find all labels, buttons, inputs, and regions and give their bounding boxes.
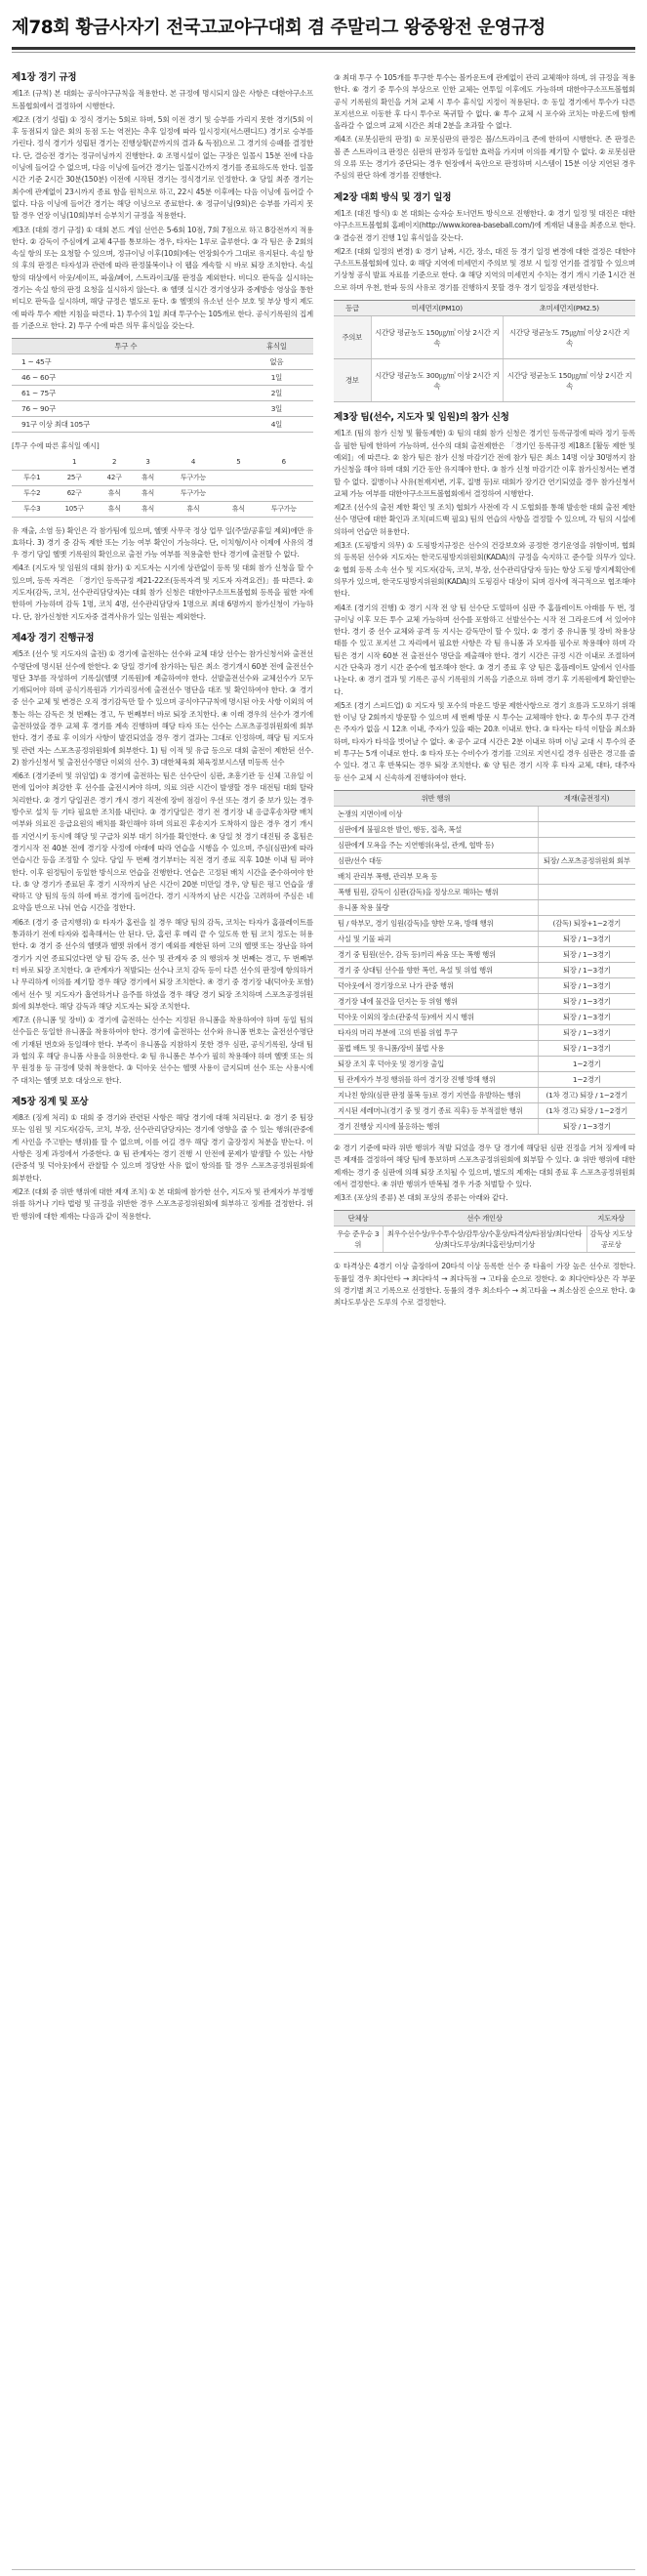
table-cell: 주의보 (334, 316, 371, 359)
table-cell: 덕아웃에서 경기장으로 나가 관중 행위 (334, 977, 538, 993)
table-cell: 지나친 항의(심판 판정 불복 등)로 경기 지연을 유발하는 행위 (334, 1087, 538, 1102)
table-cell (538, 837, 635, 852)
paragraph: 제1조 (대진 방식) ① 본 대회는 승자승 토너먼트 방식으로 진행한다. ② 경기 일정 및 대진은 대한야구소프트볼협회 홈페이지(http://www.korea-baseball.com/)에 게재된 내용을 최종으로 한다. ③ 결승전 경기 진행 1일 휴식일을 갖는다. (334, 208, 635, 242)
table-cell: (1차 경고) 퇴장 / 1~2경기 (538, 1102, 635, 1118)
table-header: 제재(출전정지) (538, 790, 635, 806)
table-row (334, 1071, 635, 1087)
paragraph: 제1조 (팀의 참가 신청 및 활동제한) ① 팀의 대회 참가 신청은 경기인 등록규정에 따라 정기 등록을 필한 팀에 한하여 가능하며, 선수의 대회 출전제한은 「경기인 등록규정 제18조 [활동 제한 및 예외]」에 따른다. ② 참가 팀은 참가 신청 마감기간 전에 참가 팀은 최소 14명 이상 30명까지 참가신청을 해야 하며 대회 기간 동안 유지해야 한다. ③ 참가 신청 마감기간 이후 참가신청서는 변경할 수 없다. 질병이나 사유(천재지변, 기후, 질병 등)로 대회가 장기간 연기되었을 경우 참가신청서 교체 가능 여부를 대한야구소프트볼협회에서 결정하여 시행한다. (334, 429, 635, 498)
table-row (334, 899, 635, 915)
table-cell: 배치 관리부 폭행, 관리부 모욕 등 (334, 868, 538, 884)
table-row (334, 1118, 635, 1134)
paragraph: 제4조 (로봇심판의 판정) ① 로봇심판의 판정은 볼/스트라이크 존에 한하여 시행한다. 존 판정은 볼 존 스트라이크 판정은 심판의 판정과 동일한 효력을 가지며 이의를 제기할 수 없다. ② 로봇심판의 오류 또는 경기가 중단되는 경우 현장에서 육안으로 판정하며 시스템이 15분 이상 지연된 경우 주심의 판단 하에 경기를 진행한다. (334, 135, 635, 181)
pitch-rest-table (12, 338, 313, 433)
table-row (12, 417, 313, 433)
fine-dust-table-wrap (334, 300, 635, 402)
paragraph: 제5조 (경기 스피드업) ① 지도자 및 포수의 마운드 방문 제한사항으로 경기 흐름과 도모하기 위해 한 이닝 당 2회까지 방문할 수 있으며 세 번째 방문 시 투수는 교체해야 한다. ② 투수의 투구 간격은 주자가 없을 시 12초 이내, 주자가 있을 때는 20초 이내로 한다. ③ 타자는 타석 이탈을 최소화하며, 타자가 타석을 벗어날 수 없다. ④ 공수 교대 시간은 2분 이내로 하며 이닝 교대 시 투수의 준비 투구는 5개 이내로 한다. ⑤ 타자 또는 수비수가 경기를 고의로 지연시킬 경우 심판은 경고를 줄 수 있다. 경고 후 반복되는 경우 퇴장 조치한다. ⑥ 양 팀은 경기 시작 후 타자 교체, 대타, 대주자 등 선수 교체 시 신속하게 진행하여야 한다. (334, 700, 635, 782)
table-cell: 퇴장 / 1~3경기 (538, 977, 635, 993)
table-cell: 25구 (52, 470, 96, 485)
table-row (12, 485, 313, 501)
table-row (334, 1024, 635, 1040)
table-row (334, 868, 635, 884)
table-cell: 투구가능 (164, 485, 222, 501)
table-cell: 경기 중 팀원(선수, 감독 등)끼리 싸움 또는 폭행 행위 (334, 946, 538, 962)
table-row (12, 501, 313, 517)
table-cell: 투구가능 (255, 501, 314, 517)
table-row (334, 1056, 635, 1071)
table-row (334, 852, 635, 868)
table-cell: 61 ~ 75구 (12, 386, 240, 401)
table-header: 2 (97, 455, 132, 471)
table-header-row (12, 455, 313, 471)
table-cell: 시간당 평균농도 75㎍/㎥ 이상 2시간 지속 (504, 316, 635, 359)
table-cell: 투수2 (12, 485, 52, 501)
table-cell (255, 485, 314, 501)
table-header: 지도자상 (586, 1211, 635, 1226)
table-header: 투구 수 (12, 339, 240, 354)
table-header: 단체상 (334, 1211, 383, 1226)
paragraph: 제8조 (징계 처리) ① 대회 중 경기와 관련된 사항은 해당 경기에 대해 처리된다. ② 경기 중 팀장 또는 임원 및 지도자(감독, 코치, 부장, 선수관리담당자)는 경기에 영향을 줄 수 있는 행위(관중에게 사인을 주고받는 행위)를 할 수 없으며, 이를 어길 경우 해당 경기 출장정지 처분을 받는다. 이 사항은 징계 과정에서 가중한다. ③ 팀 관계자는 경기 진행 시 안전에 문제가 발생할 수 있는 사항(관중석 및 덕아웃)에서 관찰할 수 있으며 정당한 사유 없이 항의를 할 경우 스포츠공정위원회에 회부한다. (12, 1113, 313, 1183)
table-row (334, 1102, 635, 1118)
table-cell: 퇴장 / 1~3경기 (538, 993, 635, 1009)
table-cell (538, 884, 635, 899)
title-rule (12, 47, 635, 50)
title-rule-thin (12, 52, 635, 53)
paragraph: ③ 최대 투구 수 105개를 투구한 투수는 볼카운트에 관계없이 관리 교체해야 하며, 위 규정을 적용한다. ⑥ 경기 중 투수의 부상으로 인한 교체는 연투일 이후에도 가능하며 대한야구소프트볼협회 공식 기록원의 확인을 거쳐 교체 시 투수 휴식일 지정이 적용된다. ⑦ 동일 경기에서 투수가 다른 포지션으로 이동한 후 다시 투수로 복귀할 수 없다. ⑧ 투수 교체 시 포수와 코치는 마운드에 함께 올라갈 수 없으며 교체 시간은 최대 2분을 초과할 수 없다. (334, 73, 635, 131)
table-cell: 경기장 내에 물건을 던지는 등 위험 행위 (334, 993, 538, 1009)
rest-example-table (12, 455, 313, 518)
table-header: 미세먼지(PM10) (371, 301, 504, 316)
table-cell: 경보 (334, 359, 371, 402)
table-cell: 심판에게 모욕을 주는 지연행위(욕설, 관계, 협박 등) (334, 837, 538, 852)
table-header: 휴식일 (240, 339, 313, 354)
table-cell: 감독상 지도상 공로상 (586, 1226, 635, 1253)
paragraph: 제2조 (대회 중 위반 행위에 대한 제재 조치) ① 본 대회에 참가한 선수, 지도자 및 관계자가 부정행위를 하거나 기타 법령 및 규정을 위반한 경우 스포츠공정위원회에 회부하고 징계를 결정한다. 위반 행위에 대한 제재는 다음과 같이 적용한다. (12, 1186, 313, 1221)
paragraph: 제2조 (선수의 출전 제한 확인 및 조치) 협회가 사전에 각 시 도협회를 통해 발송한 대회 출전 제한 선수 명단에 대한 확인과 조치(피드백 필요) 팀의 연습의 사항을 결정할 수 있으며, 각 팀의 시설에 의하여 연습만 허용한다. (334, 503, 635, 536)
table-cell: 최우수선수상/우수투수상/감투상/수훈상/타격상/타점상/최다안타상/최다도루상/최다홈런상/미기상 (383, 1226, 586, 1253)
table-cell: 휴식 (132, 485, 163, 501)
table-header: 초미세먼지(PM2.5) (504, 301, 635, 316)
table-cell (538, 821, 635, 837)
table-header: 선수 개인상 (383, 1211, 586, 1226)
table-cell: 휴식 (222, 501, 254, 517)
table-cell: (1차 경고) 퇴장 / 1~2경기 (538, 1087, 635, 1102)
table-header: 등급 (334, 301, 371, 316)
paragraph: 제4조 (지도자 및 임원의 대회 참가) ① 지도자는 시기에 상관없이 등록 및 대회 참가 신청을 할 수 있으며, 등록 자격은 「경기인 등록규정 제21-22조(등록자격 및 지도자 자격요건)」를 따른다. ② 지도자(감독, 코치, 선수관리담당자)는 대회 참가 신청은 대한야구소프트볼협회 등록을 필한 자에 한하여 가능하며 감독 1명, 코치 4명, 선수관리담당자 1명으로 최대 6명까지 참가신청이 가능하다. 단, 참가신청한 지도자중 결격사유가 있는 임원는 제외한다. (12, 563, 313, 621)
table-cell: 퇴장 / 1~3경기 (538, 1040, 635, 1056)
paragraph: 제7조 (유니폼 및 장비) ① 경기에 출전하는 선수는 지정된 유니폼을 착용하여야 하며 동일 팀의 선수들은 동일한 유니폼을 착용하여야 한다. 경기에 출전하는 선수와 유니폼 번호는 출전선수명단에 기재된 번호와 동일해야 한다. 부족이 유니폼을 지참하지 못한 경우 심판, 공식기록원, 상대 팀과 협의 후 해당 유니폼 사용을 허용한다. ② 팀 유니폼은 부수가 필히 착용해야 하며 헬멧 또는 의무 원정용 등 규정에 맞춰 착용한다. ③ 덕아웃 선수는 헬멧 사용이 금지되며 선수 또는 사용시에 주 대치는 헬멧 보호 대상으로 한다. (12, 1016, 313, 1085)
table-cell: 1일 (240, 370, 313, 386)
paragraph: 제6조 (경기 중 금지행위) ① 타자가 홈런을 칠 경우 해당 팀의 감독, 코치는 타자가 홈플레이트를 통과하기 전에 타자와 접촉해서는 안 된다. 단, 홈런 후 메리 끝 수 있도록 한 팀 코치 정도는 허용한다. ② 경기 중 선수의 헬멧과 헬멧 위에서 경기 예외를 제한된 하여 고의 헬멧 또는 장난을 하여 경기가 지연 종료되었다면 양 팀 감독 중, 선수 및 관계자 중 의 행위자 첫 번째는 경고, 두 번째부터 바로 퇴장 조치한다. ③ 관계자가 적발되는 선수나 코치 감독 등이 다른 선수의 판정에 항의하거나 무리하게 이의를 제기할 경우 해당 경기에서 퇴장 조치한다. ④ 경기 중 경기장 내(덕아웃 포함)에서 선수 및 지도자가 흡연하거나 음주를 하였을 경우 해당 경기 퇴장 조치하며 스포츠공정위원회에 회부한다. 해당 감독과 해당 지도자는 퇴장 조치한다. (12, 917, 313, 1011)
paragraph: 제2조 (경기 성립) ① 정식 경기는 5회로 하며, 5회 이전 경기 및 승부를 가리지 못한 경기(5회 이후 동점되지 않은 회의 동점 도는 역전)는 추후 일정에 따라 일시정지(서스펜디드) 경기로 승부를 가린다. 정식 경기가 성립된 경기는 진행상황(끝까지의 결과 & 득점)으로 그 경기의 승패를 결정한다. 단, 결승전 경기는 정규이닝까지 진행한다. ② 조명시설이 없는 구장은 일몰시 15분 전에 다음 이닝에 들어갈 수 없으며, 다음 이닝에 들어간 경기는 일몰시간까지 경기를 종료하도록 한다. 일몰시간 기준 2시간 30분(150분) 이전에 시작된 경기는 정식경기로 인정한다. ③ 당일 최종 경기는 최수에 관계없이 23시까지 종료 함을 원칙으로 하고, 22시 45분 이후에는 다음 이닝에 들어갈 수 없다. 다음 이닝에 들어간 경기는 해당 이닝으로 종료한다. ④ 정규이닝(9회)은 승부를 가리지 못할 경우 연장 이닝(10회)부터 승부치기 규정을 적용한다. (12, 114, 313, 221)
section-heading: 제3장 팀(선수, 지도자 및 임원)의 참가 신청 (334, 412, 509, 424)
table-row (334, 1040, 635, 1056)
table-cell: 시간당 평균농도 300㎍/㎥ 이상 2시간 지속 (371, 359, 504, 402)
table-cell: (감독) 퇴장+1~2경기 (538, 915, 635, 931)
table-row (334, 837, 635, 852)
paragraph: 제2조 (대회 일정의 변경) ① 경기 날짜, 시간, 장소, 대진 등 경기 일정 변경에 대한 결정은 대한야구소프트볼협회에 있다. ② 해당 지역에 미세먼지 주의보 및 경보 시 일정 연기를 결정할 수 있으며 기상청 공식 발표 자료를 기준으로 한다. ③ 해당 지역의 미세먼지 수치는 경기 개시 기준 1시간 전으로 하며 우천, 한파 등의 사유로 경기를 진행하지 못할 경우 경기 일정을 재편성한다. (334, 246, 635, 292)
table-cell: 4일 (240, 417, 313, 433)
paragraph: 제3조 (포상의 종류) 본 대회 포상의 종류는 아래와 같다. (334, 1193, 508, 1203)
table-header: 5 (222, 455, 254, 471)
rest-example-table-wrap (12, 455, 313, 518)
table-row (334, 931, 635, 946)
table-cell: 경기 진행상 지시에 불응하는 행위 (334, 1118, 538, 1134)
violation-table-body (334, 806, 635, 1134)
table-cell: 투수3 (12, 501, 52, 517)
table-cell (538, 899, 635, 915)
table-cell: 투구가능 (164, 470, 222, 485)
table-cell: 타자의 머리 부분에 고의 빈볼 위협 투구 (334, 1024, 538, 1040)
table-cell: 심판에게 불필요한 발언, 행동, 접촉, 폭설 (334, 821, 538, 837)
table-cell: 휴식 (132, 470, 163, 485)
paragraph: ① 타격상은 4경기 이상 출장하여 20타석 이상 등록한 선수 중 타율이 가장 높은 선수로 정한다. 동률일 경우 최다안타 → 최다타석 → 최다득점 → 고타율 순으로 정한다. ② 최다안타상은 각 부문의 경기별 최고 기록으로 선정한다. 동률의 경우 최소타수 → 최고타율 → 최소삼진 순으로 한다. ③ 최다도루상은 도루의 수로 결정한다. (334, 1262, 635, 1308)
table-cell: 1~2경기 (538, 1071, 635, 1087)
table-cell (222, 470, 254, 485)
paragraph: ② 경기 기준에 따라 위반 행위가 적발 되었을 경우 당 경기에 해당된 심판 진정을 거쳐 징계에 따른 제재를 결정하여 해당 팀에 통보하며 스포츠공정위원회에 회부할 수 있다. ③ 위반 행위에 대한 제재는 경기 중 심판에 의해 퇴장 조치될 수 있으며, 별도의 제재는 대회 종료 후 스포츠공정위원회에서 결정한다. ④ 위반 행위가 반복될 경우 가중 처벌할 수 있다. (334, 1143, 635, 1188)
paragraph: 제3조 (도핑방지 의무) ① 도핑방지규정은 선수의 건강보호와 공정한 경기운영을 위함이며, 협회의 등록된 선수와 지도자는 한국도핑방지위원회(KADA)의 규정을 숙지하고 준수할 의무가 있다. ② 협회 등록 소속 선수 및 지도자(감독, 코치, 부장, 선수관리담당자 등)는 항상 도핑 방지계획안에 의무가 있으며, 한국도핑방지위원회(KADA)의 도핑검사 대상이 되며 검사에 적극적으로 협조해야 한다. (334, 541, 635, 599)
table-cell: 휴식 (132, 501, 163, 517)
table-cell (255, 470, 314, 485)
table-row (334, 1087, 635, 1102)
table-cell: 91구 이상 최대 105구 (12, 417, 240, 433)
table-header: 3 (132, 455, 163, 471)
table-cell: 심판/선수 대동 (334, 852, 538, 868)
award-table-wrap (334, 1210, 635, 1253)
two-column-body (0, 62, 647, 1311)
table-header: 1 (52, 455, 96, 471)
bottom-rule (12, 2569, 635, 2570)
paragraph: 유 재출, 소염 등) 확인은 각 참가팀에 있으며, 헬멧 사무국 정상 업무 일(주말/공휴일 제외)에만 유효하다. 3) 경기 중 감독 제한 또는 기능 여부 확인이 가능하다. 단, 이치형/이사 이제에 사유의 경우 경기 당일 헬멧 기록원의 확인으로 출전 가능 여부를 적용출한 한다 경기에 출전할 수 없다. (12, 525, 313, 560)
table-cell: 퇴장/ 스포츠공정위원회 회부 (538, 852, 635, 868)
table-cell: 폭행 팀원, 감독이 심판(감독)을 정상으로 해하는 행위 (334, 884, 538, 899)
table-cell: 없음 (240, 354, 313, 370)
table-cell: 사실 및 기물 파괴 (334, 931, 538, 946)
violation-table (334, 790, 635, 1135)
table-cell: 시간당 평균농도 150㎍/㎥ 이상 2시간 지속 (504, 359, 635, 402)
violation-table-wrap (334, 790, 635, 1135)
table-row (334, 316, 635, 359)
table-cell: 퇴장 / 1~3경기 (538, 962, 635, 977)
table-cell: 퇴장 / 1~3경기 (538, 1118, 635, 1134)
table-cell: 퇴장 / 1~3경기 (538, 1024, 635, 1040)
table-cell: 경기 중 상대팀 선수를 향한 폭언, 욕설 및 위협 행위 (334, 962, 538, 977)
table-cell: 휴식 (97, 501, 132, 517)
table-cell: 퇴장 / 1~3경기 (538, 946, 635, 962)
table-row (334, 821, 635, 837)
paragraph: 제4조 (경기의 진행) ① 경기 시작 전 양 팀 선수단 도열하여 심판 주 홈플레이트 아래를 두 번, 정규이닝 이후 모든 투수 교체 가능하며 선수를 포함하고 선발선수는 시작 전 그라운드에 서 있어야 한다. 경기 중 선수 교체와 공격 등 지시는 감독만이 할 수 있다. ② 경기 중 유니폼 및 장비 착용상태를 수 있고 포지션 그 자리에서 필요한 사항은 각 팀 유니폼 과 모자를 필수로 착용해야 하며 각 팀은 경기 시작 60분 전 출전선수 명단을 제출해야 한다. 경기 시간은 규정 시간 이내로 조절하여 시간 단축과 경기 시간 준수에 협조해야 한다. ③ 경기 종료 후 양 팀은 홈플레이트 앞에서 인사를 나눈다. ④ 경기 결과 및 기록은 공식 기록원의 기록을 기준으로 하며 경기 후 기록원에게 확인받는다. (334, 602, 635, 696)
table-row (334, 806, 635, 821)
section-heading: 제1장 경기 규정 (12, 72, 77, 83)
table-cell: 팀 관계자가 부정 행위를 하여 경기장 진행 방해 행위 (334, 1071, 538, 1087)
table-row (12, 401, 313, 417)
table-cell: 불법 배트 및 유니폼/장비 불법 사용 (334, 1040, 538, 1056)
fine-dust-table (334, 300, 635, 402)
table-row (334, 884, 635, 899)
table-row (334, 1009, 635, 1024)
table-row (12, 354, 313, 370)
table-header: 6 (255, 455, 314, 471)
table-cell: 우승 준우승 3위 (334, 1226, 383, 1253)
table-cell: 퇴장 / 1~3경기 (538, 931, 635, 946)
table-cell: 1 ~ 45구 (12, 354, 240, 370)
table-row (334, 946, 635, 962)
paragraph: 제5조 (선수 및 지도자의 출전) ① 경기에 출전하는 선수와 교체 대상 선수는 참가신청서와 출전선수명단에 명시된 선수에 한한다. ② 당일 경기에 참가하는 팀은 최소 경기개시 60분 전에 출전선수 명단 3부를 작성하여 기록실(헬멧 기록원)에 제출하여야 한다. 선발출전선수와 교체선수가 모두 기재되어야 하며 공식기록원과 기가리징서에 출전선수 명단을 대조 및 확인하여야 한다. ③ 경기 중 선수 교체 및 변경은 오직 경기감독만 할 수 있으며 공식야구규칙에 명시된 아웃 사항 이외의 여통는 하는 감독은 첫 번째는 경고, 두 번째부터 바로 퇴장 조치한다. ④ 이래 경우의 선수가 경기에 출전하였을 경우 교체 후 경기를 계속 진행하며 해당 타자 또는 선수는 스포츠공정위원회에 회부한다. 경기 종료 후 이의가 사항이 발견되었을 경우 경기 결과는 그대로 인정하며, 해당 팀 지도자 및 관련 자는 스포츠공정위원회에 회부한다. 1) 팀 이적 및 유급 등으로 대회 출전이 제한된 선수. 2) 참가신청서 및 출전선수명단 이외의 선수. 3) 대한체육회 체육정보시스템 미등록 선수 (12, 649, 313, 767)
table-row (334, 915, 635, 931)
table-cell: 76 ~ 90구 (12, 401, 240, 417)
left-column (12, 62, 313, 1311)
paragraph: 제1조 (규칙) 본 대회는 공식야구규칙을 적용한다. 본 규정에 명시되지 않은 사항은 대한야구소프트볼협회에서 결정하여 시행한다. (12, 89, 313, 110)
table-cell: 3일 (240, 401, 313, 417)
table-row (12, 470, 313, 485)
award-table (334, 1210, 635, 1253)
table-row (12, 386, 313, 401)
table-cell: 지시된 세레머니(경기 중 및 경기 종료 직후) 등 부적절한 행위 (334, 1102, 538, 1118)
table-cell: 논쟁의 지면이에 이상 (334, 806, 538, 821)
table-row (334, 359, 635, 402)
table-cell: 휴식 (97, 485, 132, 501)
section-heading: 제4장 경기 진행규정 (12, 632, 95, 644)
table-cell: 42구 (97, 470, 132, 485)
table-row (334, 993, 635, 1009)
table-header: 위반 행위 (334, 790, 538, 806)
section-heading: 제2장 대회 방식 및 경기 일정 (334, 191, 452, 203)
table-row (12, 370, 313, 386)
table-cell: 투수1 (12, 470, 52, 485)
table-cell: 퇴장 / 1~3경기 (538, 1009, 635, 1024)
table-cell: 휴식 (164, 501, 222, 517)
table-cell: 시간당 평균농도 150㎍/㎥ 이상 2시간 지속 (371, 316, 504, 359)
right-column (334, 62, 635, 1311)
table-cell: 105구 (52, 501, 96, 517)
pitch-rest-table-wrap (12, 338, 313, 433)
table-header: 4 (164, 455, 222, 471)
table-row (334, 977, 635, 993)
table-cell: 덕아웃 이외의 장소(관중석 등)에서 지시 행위 (334, 1009, 538, 1024)
table-cell: 유니폼 착용 불량 (334, 899, 538, 915)
table-cell: 1~2경기 (538, 1056, 635, 1071)
table-cell (538, 806, 635, 821)
table-cell: 62구 (52, 485, 96, 501)
table-cell: 팀 / 학부모, 경기 임원(감독)을 향한 모욕, 방해 행위 (334, 915, 538, 931)
document-title: 제78회 황금사자기 전국고교야구대회 겸 주말리그 왕중왕전 운영규정 (12, 18, 546, 38)
section-heading: 제5장 징계 및 포상 (12, 1096, 89, 1107)
table-row (334, 1226, 635, 1253)
table-cell: 퇴장 조치 후 덕아웃 및 경기장 출입 (334, 1056, 538, 1071)
table-header (12, 455, 52, 471)
table-row (334, 962, 635, 977)
paragraph: 제6조 (경기준비 및 위임업) ① 경기에 출전하는 팀은 선수단이 심판, 초흥기관 등 신체 고유일 이면에 입어야 최강한 후 선수를 출전시켜야 하며, 의료 의관 시간이 발생할 경우 대전팀 대회 탈락 처리한다. ② 경기 당일권은 경기 개시 경기 직전에 장비 점검이 우선 또는 경기 중 보가 있는 경우 방수로 설치 등 기타 필요한 조치를 내린다. ③ 경기당일은 경기 전 경기장 내 응급후송차량 배치 여부와 의료진 응급요원의 배치를 확인해야 하며 의료진 후송지가 도착하지 않은 경우 경기 개시를 지연시키 동시에 해당 및 구급차 외부 대기 허가를 확인한다. ④ 당일 첫 경기 대진팀 중 홈팀은 경기시작 전 40분 전에 경기장 사정에 아래에 따라 연습을 시행을 수 있으며, 주심(심판)에 따라 연습시간 등을 조정할 수 있다. 당일 두 번째 경기부터는 직전 경기 종료 직후 10분 이내 팀 퍼야 한다. 이후 원정팀이 동일한 방식으로 연습을 진행한다. 연습은 고정된 배치 시간을 준수하여야 한다. ⑤ 양 경기가 종료된 후 경기 시작까지 남은 시간이 20분 미만일 경우, 양 팀은 펑고 연습을 생략하고 양 팀의 동의 하에 바로 경기에 들어간다. 경기 시작까지 남은 시간을 고려하여 주심은 네 요약을 반으로 나눠 연습 시간을 정한다. (12, 771, 313, 913)
table-cell: 2일 (240, 386, 313, 401)
rest-example-caption: [투구 수에 따른 휴식일 예시] (12, 441, 100, 451)
table-cell (538, 868, 635, 884)
table-cell: 46 ~ 60구 (12, 370, 240, 386)
table-cell (222, 485, 254, 501)
paragraph: 제3조 (대회 경기 규정) ① 대회 본드 게임 선언은 5-6회 10점, 7회 7점으로 하고 8강전까지 적용한다. ② 감독이 주심에게 교체 4구를 통보하는 경우, 타자는 1루로 출루한다. ③ 각 팀은 총 2회의 속실 항의 또는 요청할 수 있으며, 정규이닝 이후(10회)에는 연장회수가 그대로 유지된다. 속실 항의 후의 판정은 타자성과 관련에 따라 판정불복이나 이 웹을 계속할 시 바로 퇴장 조치한다. 속실 항의 대상에서 아웃/세이프, 파울/페어, 스트라이크/볼 판정을 제외한다. 비디오 판독을 실시하는 경기는 속실 항의 판정 요청을 실시하지 않는다. ④ 헬멧 실시간 경기영상과 중계방송 영상을 통한 비디오 판독을 실시하며, 해당 규정은 별도로 둔다. ⑤ 헬멧의 유소년 선수 보호 및 부상 방지 제도에 따라 투수 제한 지침을 따른다. 1) 투수의 1일 최대 투구수는 105개로 한다. 공식기록원의 집계를 기준으로 한다. 2) 투구 수에 따른 의무 휴식일을 갖는다. (12, 225, 313, 330)
